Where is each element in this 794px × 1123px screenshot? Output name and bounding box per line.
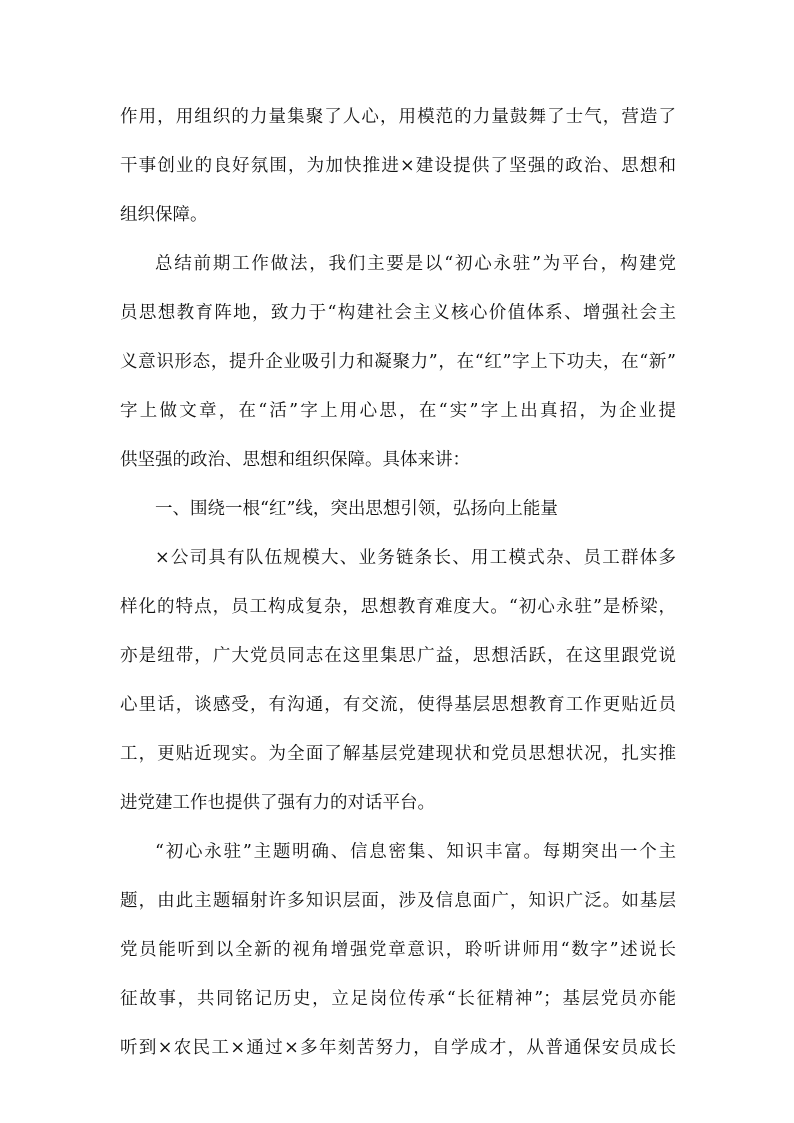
text-line: 亦是纽带，广大党员同志在这里集思广益，思想活跃，在这里跟党说 [120, 646, 676, 666]
text-line: 题，由此主题辐射许多知识层面，涉及信息面广，知识广泛。如基层 [120, 891, 676, 911]
text-line: 工，更贴近现实。为全面了解基层党建现状和党员思想状况，扎实推 [120, 744, 676, 764]
text-line: 党员能听到以全新的视角增强党章意识，聆听讲师用“数字”述说长 [120, 940, 676, 960]
text-line: “初心永驻”主题明确、信息密集、知识丰富。每期突出一个主 [155, 842, 676, 862]
text-line: 总结前期工作做法，我们主要是以“初心永驻”为平台，构建党 [155, 254, 676, 274]
text-line: 作用，用组织的力量集聚了人心，用模范的力量鼓舞了士气，营造了 [120, 107, 676, 127]
text-line: 征故事，共同铭记历史，立足岗位传承“长征精神”；基层党员亦能 [120, 989, 676, 1009]
text-line: 心里话，谈感受，有沟通，有交流，使得基层思想教育工作更贴近员 [120, 695, 676, 715]
text-line: 干事创业的良好氛围，为加快推进×建设提供了坚强的政治、思想和 [120, 156, 676, 176]
text-line: 样化的特点，员工构成复杂，思想教育难度大。“初心永驻”是桥梁， [120, 597, 676, 617]
section-heading: 一、围绕一根“红”线，突出思想引领，弘扬向上能量 [155, 499, 558, 519]
text-line: 进党建工作也提供了强有力的对话平台。 [120, 793, 435, 813]
text-line: 供坚强的政治、思想和组织保障。具体来讲： [120, 450, 470, 470]
text-line: 员思想教育阵地，致力于“构建社会主义核心价值体系、增强社会主 [120, 303, 676, 323]
text-line: 字上做文章，在“活”字上用心思，在“实”字上出真招，为企业提 [120, 401, 676, 421]
text-line: 听到×农民工×通过×多年刻苦努力，自学成才，从普通保安员成长 [120, 1038, 676, 1058]
text-line: 组织保障。 [120, 205, 208, 225]
text-line: ×公司具有队伍规模大、业务链条长、用工模式杂、员工群体多 [155, 548, 676, 568]
text-line: 义意识形态，提升企业吸引力和凝聚力”，在“红”字上下功夫，在“新” [120, 352, 676, 372]
